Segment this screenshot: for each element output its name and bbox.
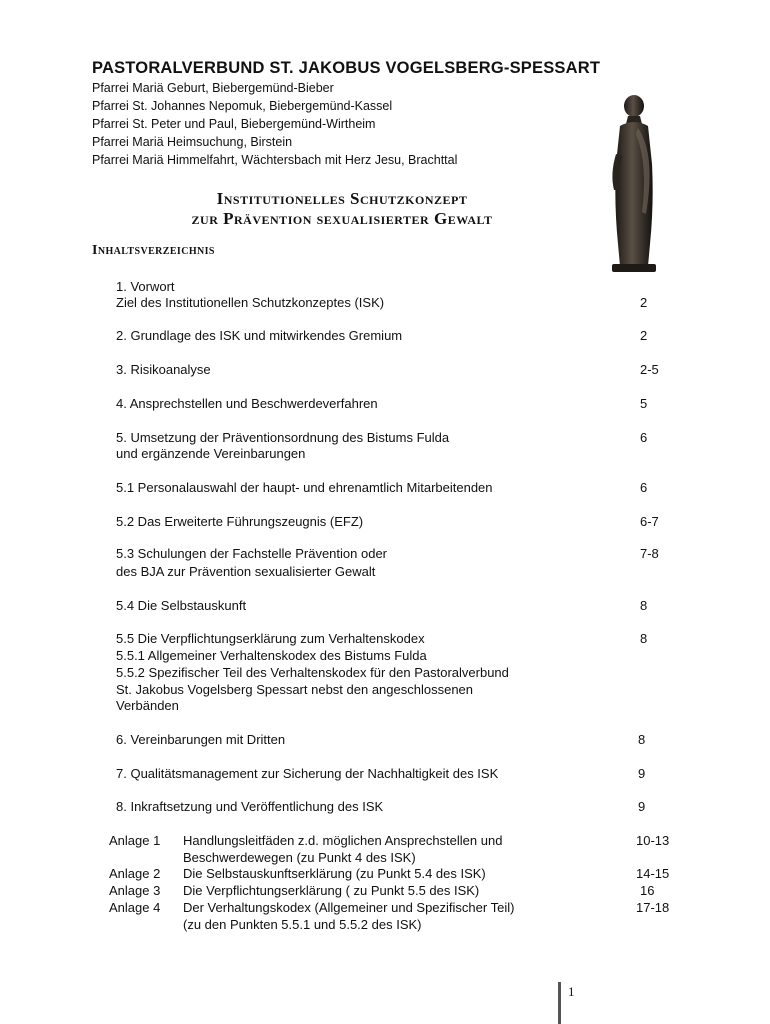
annex-page-number: 14-15 xyxy=(636,866,670,881)
parish-line: Pfarrei Mariä Heimsuchung, Birstein xyxy=(92,135,293,149)
parish-line: Pfarrei Mariä Himmelfahrt, Wächtersbach mit Herz Jesu, Brachttal xyxy=(92,153,458,167)
toc-page-number: 2 xyxy=(640,295,648,310)
toc-entry-line: 3. Risikoanalyse xyxy=(116,362,211,377)
toc-entry-line: 5.4 Die Selbstauskunft xyxy=(116,598,247,613)
annex-line: Handlungsleitfäden z.d. möglichen Ansprechstellen und xyxy=(183,833,503,848)
annex-line: Beschwerdewegen (zu Punkt 4 des ISK) xyxy=(183,850,416,865)
toc-page-number: 8 xyxy=(640,598,648,613)
toc-page-number: 5 xyxy=(640,396,648,411)
toc-entry-line: 5.3 Schulungen der Fachstelle Prävention oder xyxy=(116,546,388,561)
toc-page-number: 8 xyxy=(638,732,646,747)
document-title-line2: zur Prävention sexualisierter Gewalt xyxy=(191,209,493,228)
toc-page-number: 6-7 xyxy=(640,514,659,529)
toc-entry-line: 5.5.1 Allgemeiner Verhaltenskodex des Bistums Fulda xyxy=(116,648,427,663)
saint-statue-image xyxy=(598,94,670,272)
toc-page-number: 8 xyxy=(640,631,648,646)
toc-page-number: 2-5 xyxy=(640,362,659,377)
toc-entry-line: des BJA zur Prävention sexualisierter Gewalt xyxy=(116,564,376,579)
annex-label: Anlage 4 xyxy=(109,900,161,915)
annex-label: Anlage 2 xyxy=(109,866,161,881)
toc-entry-line: 6. Vereinbarungen mit Dritten xyxy=(116,732,286,747)
toc-entry-line: 4. Ansprechstellen und Beschwerdeverfahren xyxy=(116,396,378,411)
toc-entry-line: 5.5.2 Spezifischer Teil des Verhaltenskodex für den Pastoralverbund xyxy=(116,665,509,680)
document-title-line1: Institutionelles Schutzkonzept xyxy=(216,189,468,208)
annex-page-number: 17-18 xyxy=(636,900,670,915)
annex-line: Die Selbstauskunftserklärung (zu Punkt 5.4 des ISK) xyxy=(183,866,486,881)
parish-line: Pfarrei St. Peter und Paul, Biebergemünd-Wirtheim xyxy=(92,117,376,131)
toc-entry-line: und ergänzende Vereinbarungen xyxy=(116,446,306,461)
toc-entry-line: 2. Grundlage des ISK und mitwirkendes Gremium xyxy=(116,328,403,343)
annex-label: Anlage 3 xyxy=(109,883,161,898)
toc-entry-line: 1. Vorwort xyxy=(116,279,175,294)
annex-label: Anlage 1 xyxy=(109,833,161,848)
organization-title: PASTORALVERBUND ST. JAKOBUS VOGELSBERG-SPESSART xyxy=(92,59,601,77)
annex-line: (zu den Punkten 5.5.1 und 5.5.2 des ISK) xyxy=(183,917,422,932)
annex-line: Der Verhaltungskodex (Allgemeiner und Spezifischer Teil) xyxy=(183,900,515,915)
parish-line: Pfarrei St. Johannes Nepomuk, Biebergemünd-Kassel xyxy=(92,99,393,113)
toc-heading: Inhaltsverzeichnis xyxy=(92,243,215,258)
page-number: 1 xyxy=(568,984,575,999)
toc-entry-line: 5.2 Das Erweiterte Führungszeugnis (EFZ) xyxy=(116,514,364,529)
toc-entry-line: 8. Inkraftsetzung und Veröffentlichung des ISK xyxy=(116,799,384,814)
toc-page-number: 9 xyxy=(638,766,646,781)
page-number-divider xyxy=(558,982,561,1024)
toc-entry-line: 5. Umsetzung der Präventionsordnung des Bistums Fulda xyxy=(116,430,450,445)
parish-line: Pfarrei Mariä Geburt, Biebergemünd-Bieber xyxy=(92,81,334,95)
toc-entry-line: 5.1 Personalauswahl der haupt- und ehrenamtlich Mitarbeitenden xyxy=(116,480,493,495)
toc-page-number: 6 xyxy=(640,480,648,495)
toc-page-number: 7-8 xyxy=(640,546,659,561)
toc-page-number: 2 xyxy=(640,328,648,343)
toc-entry-line: Ziel des Institutionellen Schutzkonzeptes (ISK) xyxy=(116,295,385,310)
toc-entry-line: Verbänden xyxy=(116,698,179,713)
toc-entry-line: 7. Qualitätsmanagement zur Sicherung der Nachhaltigkeit des ISK xyxy=(116,766,499,781)
annex-line: Die Verpflichtungserklärung ( zu Punkt 5.5 des ISK) xyxy=(183,883,480,898)
toc-entry-line: 5.5 Die Verpflichtungserklärung zum Verhaltenskodex xyxy=(116,631,425,646)
annex-page-number: 10-13 xyxy=(636,833,670,848)
toc-entry-line: St. Jakobus Vogelsberg Spessart nebst den angeschlossenen xyxy=(116,682,474,697)
annex-page-number: 16 xyxy=(640,883,655,898)
toc-page-number: 9 xyxy=(638,799,646,814)
toc-page-number: 6 xyxy=(640,430,648,445)
